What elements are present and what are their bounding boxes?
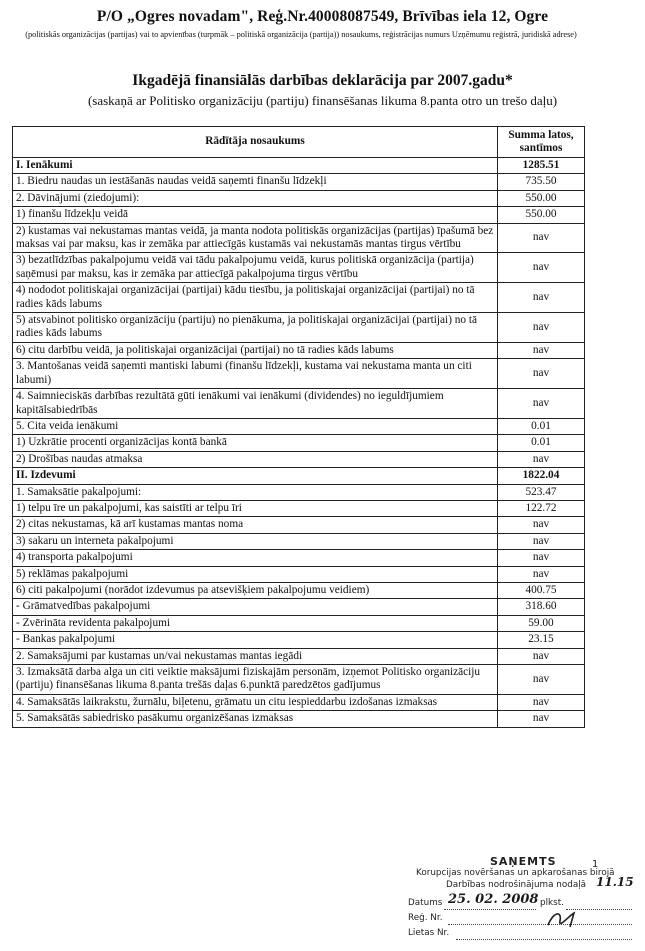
row-amount: 122.72 xyxy=(498,500,585,516)
table-row xyxy=(13,517,585,533)
row-amount: 0.01 xyxy=(498,435,585,451)
table-row xyxy=(13,694,585,710)
row-label: 2) Drošības naudas atmaksa xyxy=(13,451,498,467)
row-label: 3) bezatlīdzības pakalpojumu veidā vai tādu pakalpojumu veidā, kurus politiskā organizācija (partija) saņēmusi par maksu, kas ir zemāka par attiecīgā pakalpojuma tirgus vērtību xyxy=(13,253,498,283)
row-amount: nav xyxy=(498,648,585,664)
table-row xyxy=(13,435,585,451)
table-row xyxy=(13,174,585,190)
row-label: II. Izdevumi xyxy=(13,468,498,484)
declaration-subtitle: (saskaņā ar Politisko organizāciju (partiju) finansēšanas likuma 8.panta otro un trešo daļu) xyxy=(87,93,558,108)
row-amount: nav xyxy=(498,253,585,283)
column-header-amount: Summa latos, santīmos xyxy=(498,127,585,158)
stamp-page-number: 1 xyxy=(592,859,599,870)
row-amount: nav xyxy=(498,533,585,549)
row-label: 1) telpu īre un pakalpojumi, kas saistīti ar telpu īri xyxy=(13,500,498,516)
stamp-case-label: Lietas Nr. xyxy=(408,928,450,938)
row-label: 2) citas nekustamas, kā arī kustamas mantas noma xyxy=(13,517,498,533)
stamp-time-label: plkst. xyxy=(540,898,564,908)
row-amount: 0.01 xyxy=(498,418,585,434)
row-amount: 735.50 xyxy=(498,174,585,190)
row-amount: nav xyxy=(498,517,585,533)
row-label: - Grāmatvedības pakalpojumi xyxy=(13,599,498,615)
signature-mark xyxy=(544,907,584,931)
section-row xyxy=(13,158,585,174)
table-row xyxy=(13,632,585,648)
row-label: 5) atsvabinot politisko organizāciju (partiju) no pienākuma, ja politiskajai organizācijai (partijai) no tā radies kāds labums xyxy=(13,313,498,343)
organization-note: (politiskās organizācijas (partijas) vai to apvienības (turpmāk – politiskā organizācija (partija)) nosaukums, reģistrācijas numurs Uzņēmumu reģistrā, juridiskā adrese) xyxy=(25,30,577,39)
table-header-row xyxy=(13,127,585,158)
row-label: 1) Uzkrātie procenti organizācijas kontā bankā xyxy=(13,435,498,451)
row-amount: nav xyxy=(498,451,585,467)
table-row xyxy=(13,283,585,313)
table-row xyxy=(13,711,585,727)
row-amount: 1822.04 xyxy=(498,468,585,484)
received-stamp xyxy=(404,855,639,947)
row-label: 2) kustamas vai nekustamas mantas veidā, ja manta nodota politiskās organizācijas (partijas) īpašumā bez maksas vai par maksu, kas ir zemāka par attiecīgās kustamās vai nekustamās mantas tirgus vērtību xyxy=(13,223,498,253)
stamp-reg-label: Reģ. Nr. xyxy=(408,913,443,923)
table-row xyxy=(13,313,585,343)
table-row xyxy=(13,665,585,695)
organization-line: P/O „Ogres novadam", Reģ.Nr.40008087549, Brīvības iela 12, Ogre xyxy=(96,8,549,25)
table-row xyxy=(13,451,585,467)
table-row xyxy=(13,566,585,582)
row-amount: 550.00 xyxy=(498,190,585,206)
row-label: 5) reklāmas pakalpojumi xyxy=(13,566,498,582)
row-label: 6) citi pakalpojumi (norādot izdevumus pa atsevišķiem pakalpojumu veidiem) xyxy=(13,582,498,598)
row-label: I. Ienākumi xyxy=(13,158,498,174)
row-label: 6) citu darbību veidā, ja politiskajai organizācijai (partijai) no tā radies kāds labums xyxy=(13,342,498,358)
table-row xyxy=(13,223,585,253)
row-amount: 23.15 xyxy=(498,632,585,648)
table-row xyxy=(13,359,585,389)
declaration-table xyxy=(12,126,585,728)
table-row xyxy=(13,418,585,434)
row-amount: nav xyxy=(498,694,585,710)
row-label: - Zvērināta revidenta pakalpojumi xyxy=(13,615,498,631)
stamp-title: SAŅEMTS xyxy=(490,855,557,868)
row-label: 4. Saimnieciskās darbības rezultātā gūti ienākumi vai ienākumi (dividendes) no ieguldījumiem kapitālsabiedrībās xyxy=(13,389,498,419)
row-amount: nav xyxy=(498,359,585,389)
row-label: 1. Biedru naudas un iestāšanās naudas veidā saņemti finanšu līdzekļi xyxy=(13,174,498,190)
row-label: 5. Samaksātās sabiedrisko pasākumu organizēšanas izmaksas xyxy=(13,711,498,727)
row-amount: nav xyxy=(498,566,585,582)
row-amount: 400.75 xyxy=(498,582,585,598)
row-amount: 550.00 xyxy=(498,207,585,223)
table-row xyxy=(13,389,585,419)
table-row xyxy=(13,599,585,615)
table-row xyxy=(13,615,585,631)
row-amount: nav xyxy=(498,313,585,343)
row-amount: 318.60 xyxy=(498,599,585,615)
row-amount: nav xyxy=(498,389,585,419)
table-row xyxy=(13,190,585,206)
row-label: 2. Samaksājumi par kustamas un/vai nekustamas mantas iegādi xyxy=(13,648,498,664)
row-amount: 1285.51 xyxy=(498,158,585,174)
row-label: 2. Dāvinājumi (ziedojumi): xyxy=(13,190,498,206)
row-amount: nav xyxy=(498,665,585,695)
row-label: 3. Izmaksātā darba alga un citi veiktie maksājumi fiziskajām personām, izņemot Politisko organizāciju (partiju) finansēšanas likuma 8.panta trešās daļas 6.punktā paredzētos gadījumus xyxy=(13,665,498,695)
column-header-name: Rādītāja nosaukums xyxy=(13,127,498,158)
table-row xyxy=(13,253,585,283)
row-amount: nav xyxy=(498,342,585,358)
row-amount: nav xyxy=(498,711,585,727)
row-amount: 59.00 xyxy=(498,615,585,631)
row-label: - Bankas pakalpojumi xyxy=(13,632,498,648)
declaration-title: Ikgadējā finansiālās darbības deklarācija par 2007.gadu* xyxy=(132,72,513,89)
row-amount: nav xyxy=(498,223,585,253)
table-row xyxy=(13,342,585,358)
table-row xyxy=(13,207,585,223)
row-label: 3) sakaru un interneta pakalpojumi xyxy=(13,533,498,549)
table-row xyxy=(13,582,585,598)
stamp-bureau: Korupcijas novēršanas un apkarošanas birojā xyxy=(416,868,615,878)
table-row xyxy=(13,550,585,566)
row-label: 1. Samaksātie pakalpojumi: xyxy=(13,484,498,500)
handwritten-time: 11.15 xyxy=(596,875,634,889)
row-label: 5. Cita veida ienākumi xyxy=(13,418,498,434)
stamp-date-label: Datums xyxy=(408,898,443,908)
table-row xyxy=(13,500,585,516)
row-label: 3. Mantošanas veidā saņemti mantiski labumi (finanšu līdzekļi, kustama vai nekustama manta un citi labumi) xyxy=(13,359,498,389)
row-label: 4) transporta pakalpojumi xyxy=(13,550,498,566)
table-row xyxy=(13,533,585,549)
row-label: 4. Samaksātās laikrakstu, žurnālu, biļetenu, grāmatu un citu iespieddarbu izdošanas izmaksas xyxy=(13,694,498,710)
handwritten-date: 25. 02. 2008 xyxy=(448,892,539,907)
row-label: 1) finanšu līdzekļu veidā xyxy=(13,207,498,223)
table-row xyxy=(13,648,585,664)
row-amount: nav xyxy=(498,283,585,313)
row-label: 4) nododot politiskajai organizācijai (partijai) kādu tiesību, ja politiskajai organizācijai (partijai) no tā radies kāds labums xyxy=(13,283,498,313)
row-amount: 523.47 xyxy=(498,484,585,500)
stamp-department: Darbības nodrošinājuma nodaļā xyxy=(446,880,587,890)
section-row xyxy=(13,468,585,484)
row-amount: nav xyxy=(498,550,585,566)
table-row xyxy=(13,484,585,500)
